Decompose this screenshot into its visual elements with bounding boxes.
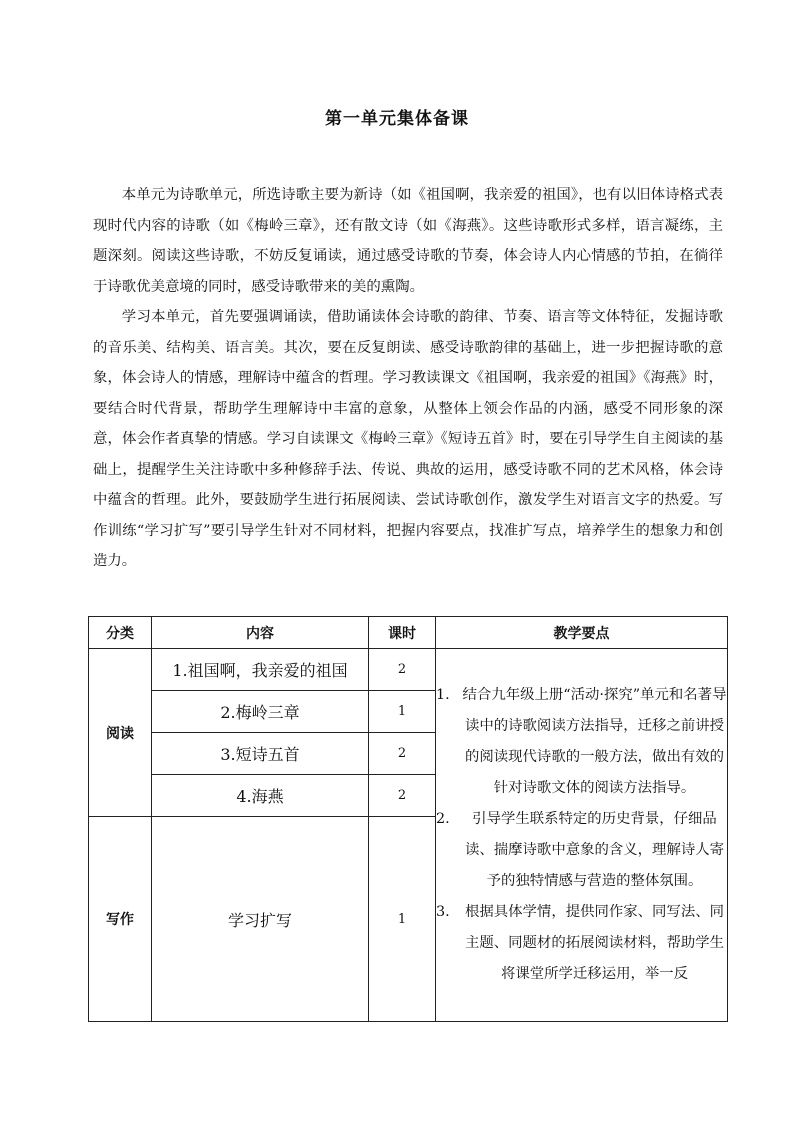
category-writing: 写作 xyxy=(89,817,152,1022)
table-header-row xyxy=(89,617,728,649)
paragraph-2: 学习本单元，首先要强调诵读，借助诵读体会诗歌的韵律、节奏、语言等文体特征，发掘诗歌的音乐美、结构美、语言美。其次，要在反复朗读、感受诗歌韵律的基础上，进一步把握诗歌的意象，体会诗人的情感，理解诗中蕴含的哲理。学习教读课文《祖国啊，我亲爱的祖国》《海燕》时，要结合时代背景，帮助学生理解诗中丰富的意象，从整体上领会作品的内涵，感受不同形象的深意，体会作者真挚的情感。学习自读课文《梅岭三章》《短诗五首》时，要在引导学生自主阅读的基础上，提醒学生关注诗歌中多种修辞手法、传说、典故的运用，感受诗歌不同的艺术风格，体会诗中蕴含的哲理。此外，要鼓励学生进行拓展阅读、尝试诗歌创作，激发学生对语言文字的热爱。写作训练“学习扩写”要引导学生针对不同材料，把握内容要点，找准扩写点，培养学生的想象力和创造力。 xyxy=(93,309,723,569)
list-item: 2. 引导学生联系特定的历史背景，仔细品读、揣摩诗歌中意象的含义，理解诗人寄予的独特情感与营造的整体氛围。 xyxy=(436,811,725,889)
content-cell: 学习扩写 xyxy=(152,817,369,1022)
content-cell: 3.短诗五首 xyxy=(152,733,369,775)
hours-cell: 2 xyxy=(369,649,436,691)
paragraph-1: 本单元为诗歌单元，所选诗歌主要为新诗（如《祖国啊，我亲爱的祖国》，也有以旧体诗格式表现时代内容的诗歌（如《梅岭三章》，还有散文诗（如《海燕》。这些诗歌形式多样，语言凝练，主题深刻。阅读这些诗歌，不妨反复诵读，通过感受诗歌的节奏，体会诗人内心情感的节拍，在徜徉于诗歌优美意境的同时，感受诗歌带来的美的熏陶。 xyxy=(93,187,723,295)
hours-cell: 1 xyxy=(369,691,436,733)
teaching-points-list xyxy=(436,680,727,990)
hours-cell: 2 xyxy=(369,733,436,775)
content-cell: 2.梅岭三章 xyxy=(152,691,369,733)
content-cell: 1.祖国啊，我亲爱的祖国 xyxy=(152,649,369,691)
header-teaching-points: 教学要点 xyxy=(436,617,728,649)
table-row xyxy=(89,649,728,691)
hours-cell: 1 xyxy=(369,817,436,1022)
list-item: 3. 根据具体学情，提供同作家、同写法、同主题、同题材的拓展阅读材料，帮助学生将课堂所学迁移运用，举一反 xyxy=(436,904,725,982)
teaching-points-cell xyxy=(436,649,728,1022)
lesson-plan-table xyxy=(88,616,728,1022)
list-item: 1. 结合九年级上册“活动·探究”单元和名著导读中的诗歌阅读方法指导，迁移之前讲授的阅读现代诗歌的一般方法，做出有效的针对诗歌文体的阅读方法指导。 xyxy=(436,687,727,796)
header-content: 内容 xyxy=(152,617,369,649)
intro-text xyxy=(93,180,723,577)
category-reading: 阅读 xyxy=(89,649,152,817)
hours-cell: 2 xyxy=(369,775,436,817)
header-category: 分类 xyxy=(89,617,152,649)
page-title: 第一单元集体备课 xyxy=(325,109,469,129)
header-hours: 课时 xyxy=(369,617,436,649)
content-cell: 4.海燕 xyxy=(152,775,369,817)
